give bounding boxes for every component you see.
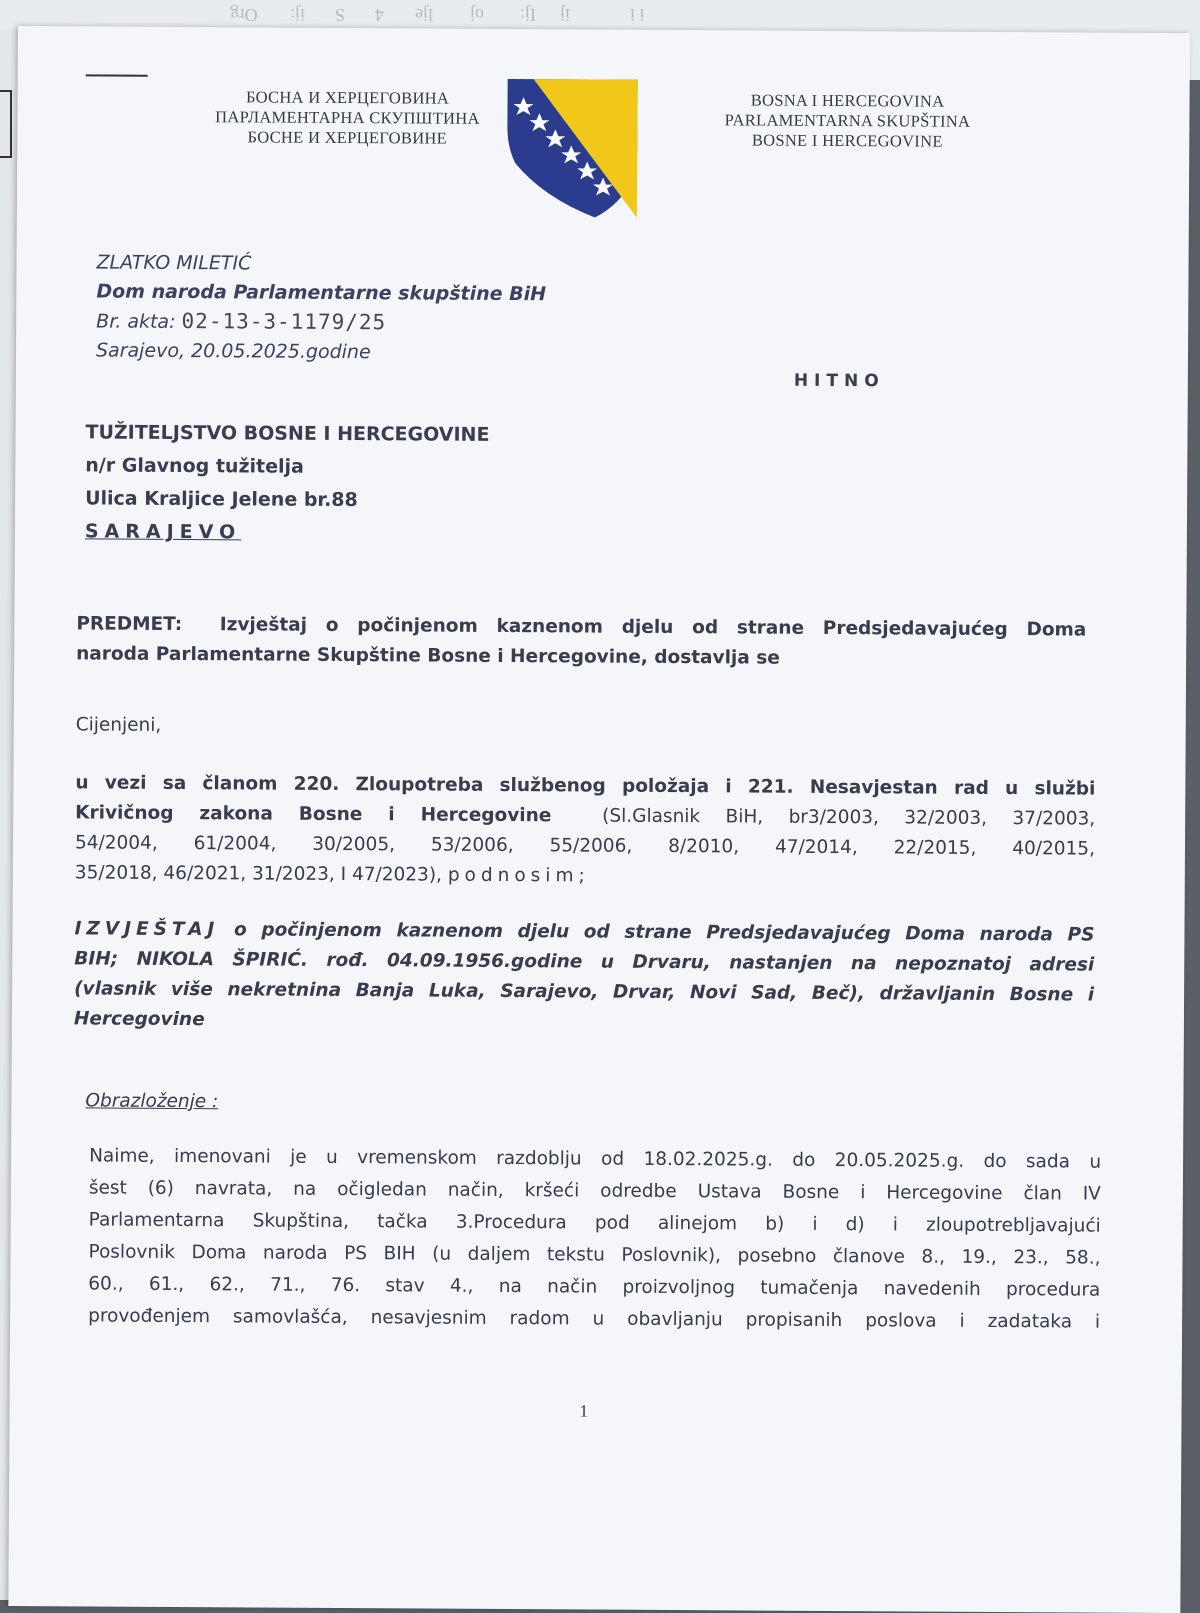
explanation-line: šest (6) navrata, na očigledan način, kršeći odredbe Ustava Bosne i Hercegovine član IV [88,1177,1101,1205]
faint-text: Ij: [520,5,536,25]
header-line: БОСНЕ И ХЕРЦЕГОВИНЕ [247,127,448,148]
paragraph-legal-basis [75,768,1096,894]
paragraph-line: u vezi sa članom 220. Zloupotreba službenog položaja i 221. Nesavjestan rad u službi [75,772,1096,800]
faint-text: lje [415,5,433,25]
recipient-line: n/r Glavnog tužitelja [85,454,304,478]
explanation-heading: Obrazloženje : [85,1090,219,1113]
explanation-line: Naime, imenovani je u vremenskom razdoblju od 18.02.2025.g. do 20.05.2025.g. do sada u [89,1145,1102,1173]
recipient-block [85,416,490,550]
recipient-line: Ulica Kraljice Jelene br.88 [85,487,358,512]
place-date: Sarajevo, 20.05.2025.godine [95,339,371,364]
report-line: o počinjenom kaznenom djelu od strane Predsjedavajućeg Doma naroda PS [233,919,1095,946]
greeting: Cijenjeni, [75,714,162,736]
faint-text: ij: [290,5,306,25]
header-line: БОСНА И ХЕРЦЕГОВИНА [245,87,450,108]
sender-institution: Dom naroda Parlamentarne skupštine BiH [96,280,547,306]
subject-label: PREDMET: [76,613,183,636]
faint-text: oj [470,5,485,25]
report-block [74,914,1095,1040]
explanation-body [88,1140,1101,1338]
explanation-line: Poslovnik Doma naroda PS BIH (u daljem tekstu Poslovnik), posebno članove 8., 19., 23., 58., [88,1241,1101,1269]
submit-verb: podnosim; [447,864,590,887]
explanation-line: Parlamentarna Skupština, tačka 3.Procedura pod alinejom b) i d) i zloupotrebljavajući [88,1209,1101,1237]
header-line: BOSNE I HERCEGOVINE [751,130,943,151]
report-line: Hercegovine [73,1008,205,1031]
header-cyrillic [157,87,537,149]
faint-text: ij [560,5,571,25]
top-dash [86,74,148,76]
recipient-line: TUŽITELJSTVO BOSNE I HERCEGOVINE [85,421,490,446]
act-number-handwritten: 02-13-3-1179/25 [181,309,387,335]
report-line: (vlasnik više nekretnina Banja Luka, Sarajevo, Drvar, Novi Sad, Beč), državljanin Bosne i [74,978,1095,1006]
sender-name: ZLATKO MILETIĆ [96,251,252,275]
header-line: ПАРЛАМЕНТАРНА СКУПШТИНА [215,107,480,128]
urgency-mark: HITNO [793,370,885,392]
subject-line: naroda Parlamentarne Skupštine Bosne i Hercegovine, dostavlja se [76,643,780,669]
header-line: BOSNA I HERCEGOVINA [750,90,945,111]
faint-text: 4 [375,5,384,25]
report-heading: IZVJEŠTAJ [74,918,220,941]
page-number: 1 [579,1401,589,1421]
subject-block [76,609,1086,675]
paragraph-line: 35/2018, 46/2021, 31/2023, I 47/2023), [74,862,443,886]
faint-text: S [335,5,346,25]
gazette-refs: (Sl.Glasnik BiH, br3/2003, 32/2003, 37/2003, [602,805,1096,830]
header-latin [657,90,1037,152]
coat-of-arms-icon [503,77,642,220]
recipient-city: SARAJEVO [84,520,242,544]
strip-bracket [0,90,12,158]
explanation-line: 60., 61., 62., 71., 76. stav 4., na način proizvoljnog tumačenja navedenih procedura [88,1273,1101,1301]
document-page [8,26,1190,1613]
explanation-line: provođenjem samovlašća, nesavjesnim radom u obavljanju propisanih poslova i zadataka i [88,1305,1101,1333]
law-name: Krivičnog zakona Bosne i Hercegovine [75,802,552,827]
act-label: Br. akta: [96,310,176,333]
sender-block [96,248,546,368]
faint-text: i i [630,5,645,25]
header-line: PARLAMENTARNA SKUPŠTINA [724,110,971,131]
faint-text: Org [230,5,258,25]
subject-line: Izvještaj o počinjenom kaznenom djelu od strane Predsjedavajućeg Doma [219,614,1087,641]
paragraph-line: 54/2004, 61/2004, 30/2005, 53/2006, 55/2006, 8/2010, 47/2014, 22/2015, 40/2015, [74,832,1096,860]
report-line: BIH; NIKOLA ŠPIRIĆ. rođ. 04.09.1956.godine u Drvaru, nastanjen na nepoznatoj adresi [74,948,1095,976]
